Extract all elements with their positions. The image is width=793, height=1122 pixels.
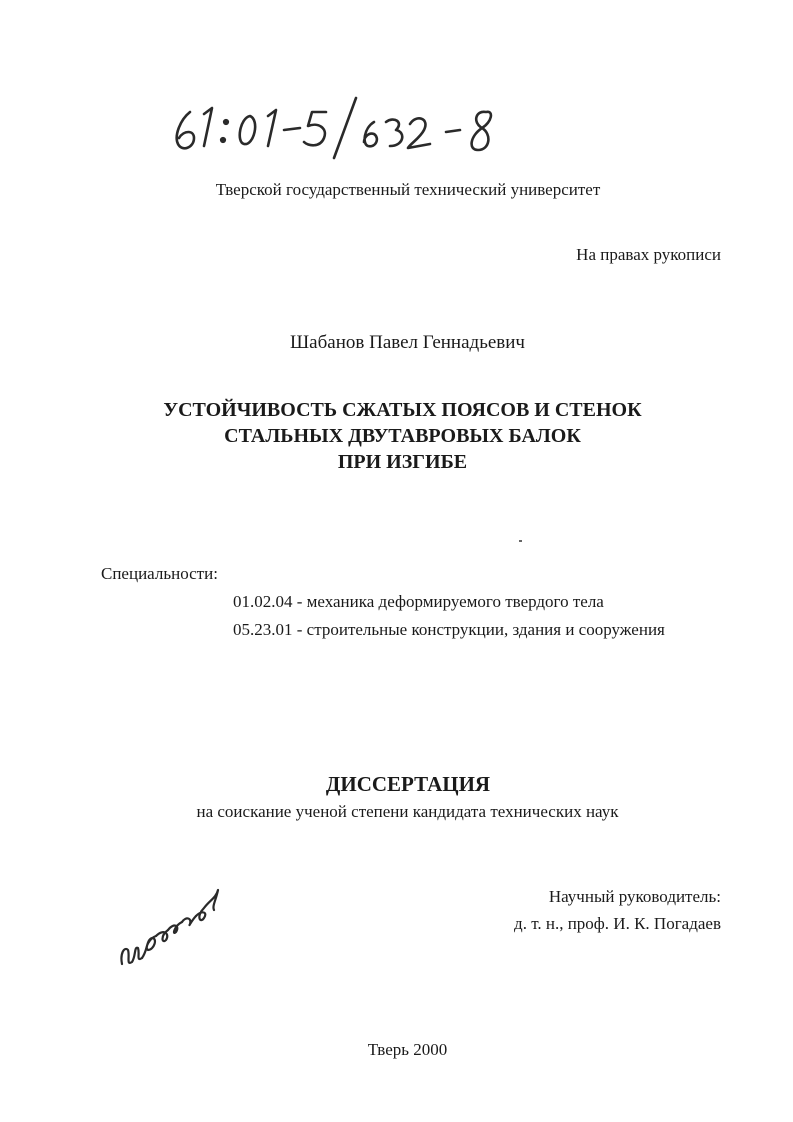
scientific-supervisor — [514, 883, 721, 937]
dissertation-subtitle: на соискание ученой степени кандидата технических наук — [196, 802, 619, 821]
specialty-item: 01.02.04 - механика деформируемого твердого тела — [233, 592, 604, 611]
title-line-1: УСТОЙЧИВОСТЬ СЖАТЫХ ПОЯСОВ И СТЕНОК — [163, 399, 642, 421]
specialties-label: Специальности: — [101, 564, 218, 583]
author-name: Шабанов Павел Геннадьевич — [290, 332, 525, 353]
supervisor-label: Научный руководитель: — [548, 887, 721, 906]
handwritten-signature — [112, 876, 232, 976]
signature-drawing — [112, 876, 232, 976]
manuscript-rights-note: На правах рукописи — [576, 245, 721, 264]
specialty-item: 05.23.01 - строительные конструкции, здания и сооружения — [233, 620, 665, 639]
university-name: Тверской государственный технический университет — [215, 180, 601, 199]
handwritten-archive-code — [168, 92, 508, 162]
title-line-3: ПРИ ИЗГИБЕ — [337, 451, 468, 473]
specialties-list — [233, 588, 665, 644]
dissertation-title — [0, 397, 793, 475]
scan-speck — [519, 540, 522, 542]
city-and-year: Тверь 2000 — [367, 1040, 448, 1059]
handwritten-code-drawing — [168, 92, 508, 162]
supervisor-name: д. т. н., проф. И. К. Погадаев — [514, 914, 721, 933]
title-line-2: СТАЛЬНЫХ ДВУТАВРОВЫХ БАЛОК — [224, 425, 581, 447]
dissertation-heading: ДИССЕРТАЦИЯ — [325, 772, 491, 796]
